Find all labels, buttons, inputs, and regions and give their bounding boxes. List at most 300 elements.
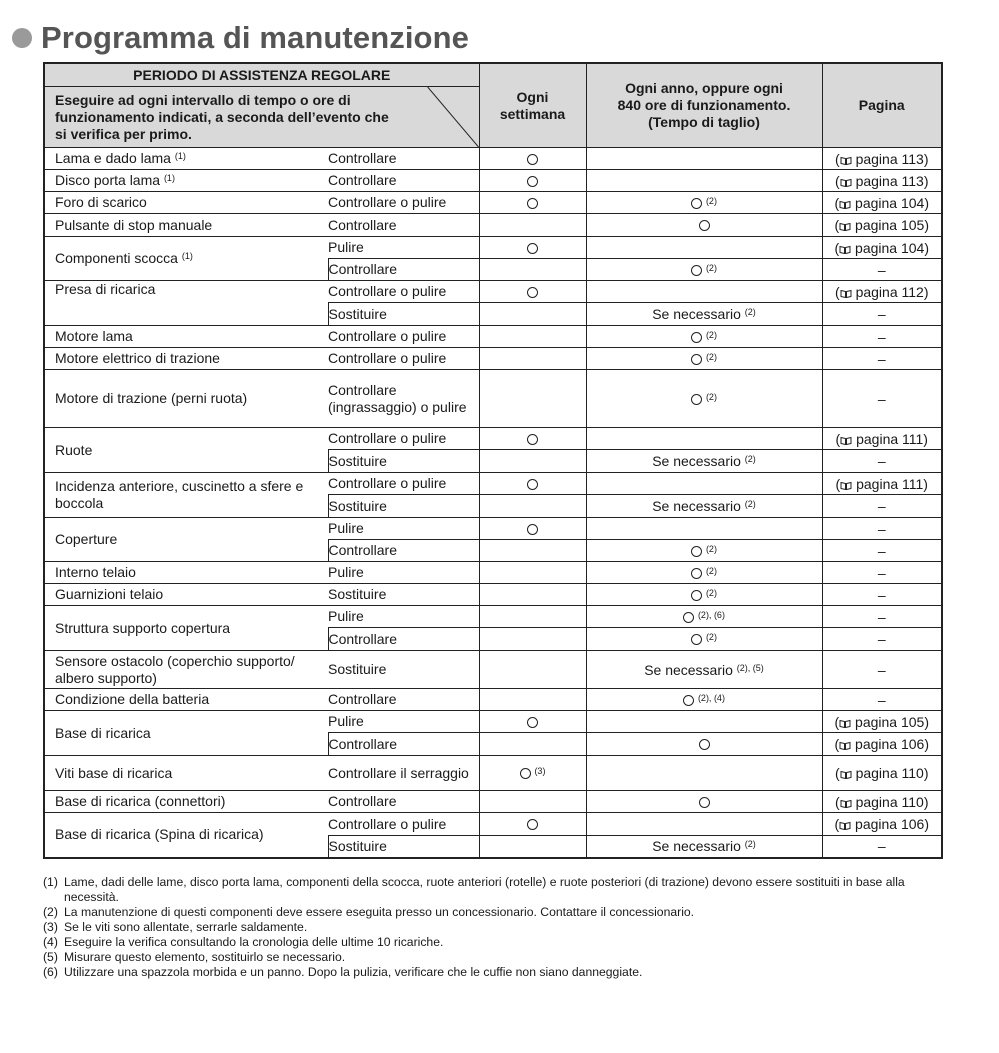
row-page-ref: – <box>877 838 886 855</box>
footnote-text: La manutenzione di questi componenti deve essere eseguita presso un concessionario. Contattare il concessionario. <box>64 905 695 919</box>
book-icon <box>839 245 851 254</box>
row-page <box>822 689 942 711</box>
row-year <box>586 450 822 473</box>
row-action <box>328 170 479 192</box>
row-year <box>586 562 822 584</box>
book-icon <box>839 222 851 231</box>
row-year-text: Se necessario <box>652 838 741 855</box>
row-week <box>479 495 586 518</box>
row-item-label: Base di ricarica <box>55 724 151 741</box>
row-year-note: (2), (4) <box>697 692 725 703</box>
check-circle-icon <box>527 717 538 728</box>
row-action-label: Pulire <box>328 564 364 580</box>
row-page-ref: pagina 111) <box>856 475 928 492</box>
row-week-note: (3) <box>534 766 546 776</box>
row-page-ref: pagina 113) <box>855 172 929 189</box>
row-item-label: Struttura supporto copertura <box>55 619 231 636</box>
row-item <box>44 428 328 473</box>
row-action <box>328 428 479 450</box>
row-page[interactable]: ( pagina 113) <box>822 170 942 192</box>
row-page[interactable]: ( pagina 106) <box>822 813 942 836</box>
row-page-ref: – <box>877 453 886 469</box>
row-action-label: Controllare o pulire <box>328 194 447 210</box>
book-icon <box>839 719 851 728</box>
row-year <box>586 733 822 756</box>
check-circle-icon <box>691 354 702 365</box>
row-action <box>328 303 479 326</box>
page-title: Programma di manutenzione <box>41 20 469 55</box>
row-action <box>328 756 479 791</box>
row-item-label: Base di ricarica (Spina di ricarica) <box>55 826 264 843</box>
row-action <box>328 540 479 562</box>
check-circle-icon <box>520 768 531 779</box>
row-week <box>479 711 586 733</box>
table-row <box>44 651 942 689</box>
book-icon <box>840 289 852 298</box>
row-action-label: Controllare il serraggio <box>328 764 469 781</box>
footnote <box>43 935 943 950</box>
check-circle-icon <box>699 739 710 750</box>
book-icon <box>840 770 852 779</box>
row-action <box>328 473 479 495</box>
footnote <box>43 875 943 905</box>
row-action <box>328 259 479 281</box>
row-year-note: (2), (6) <box>697 609 725 620</box>
header-week <box>479 63 586 148</box>
check-circle-icon <box>699 797 710 808</box>
header-year-line3: (Tempo di taglio) <box>648 114 760 130</box>
row-action-label: Controllare o pulire <box>328 350 447 366</box>
row-action <box>328 148 479 170</box>
row-year <box>586 214 822 237</box>
footnotes <box>43 875 943 980</box>
row-action-label: Sostituire <box>328 497 387 514</box>
footnote <box>43 905 943 920</box>
row-action <box>328 370 479 428</box>
row-week <box>479 259 586 281</box>
header-week-label: Ogni settimana <box>499 88 566 122</box>
row-year <box>586 148 822 170</box>
row-action-label: Sostituire <box>328 661 387 677</box>
footnote-number: (2) <box>43 905 58 919</box>
row-action <box>328 836 479 858</box>
row-year <box>586 836 822 858</box>
row-page-ref: pagina 112) <box>855 283 929 300</box>
row-item-label: Base di ricarica (connettori) <box>55 793 226 809</box>
check-circle-icon <box>691 546 702 557</box>
row-page <box>822 651 942 689</box>
row-year <box>586 756 822 791</box>
row-week <box>479 192 586 214</box>
row-action <box>328 651 479 689</box>
row-year <box>586 689 822 711</box>
row-action-label: Controllare (ingrassaggio) o pulire <box>328 381 467 415</box>
row-year <box>586 237 822 259</box>
row-action <box>328 450 479 473</box>
header-year-line1: Ogni anno, oppure ogni <box>625 80 783 96</box>
row-year <box>586 518 822 540</box>
row-year <box>586 791 822 813</box>
row-item <box>44 756 328 791</box>
row-page <box>822 326 942 348</box>
row-action <box>328 813 479 836</box>
row-year-note: (2) <box>705 262 717 273</box>
table-row <box>44 689 942 711</box>
row-year-text: Se necessario <box>652 498 741 514</box>
row-page-ref: – <box>877 350 886 367</box>
row-item-label: Interno telaio <box>55 564 136 580</box>
row-year-note: (2) <box>705 195 717 206</box>
row-week <box>479 791 586 813</box>
row-year <box>586 370 822 428</box>
table-row <box>44 584 942 606</box>
row-action-label: Sostituire <box>328 586 387 602</box>
row-action-label: Pulire <box>328 608 364 624</box>
row-item-label: Motore lama <box>55 328 133 344</box>
header-page: Pagina <box>822 63 942 148</box>
row-year <box>586 259 822 281</box>
row-year <box>586 495 822 518</box>
row-page-ref: – <box>877 261 886 278</box>
header-description <box>44 87 479 148</box>
book-icon <box>840 178 852 187</box>
row-year-note: (2) <box>705 587 717 598</box>
row-action <box>328 562 479 584</box>
row-year-note: (2) <box>744 839 756 850</box>
row-page-ref: – <box>877 608 886 625</box>
row-week <box>479 148 586 170</box>
check-circle-icon <box>691 568 702 579</box>
row-year-text: Se necessario <box>652 306 741 322</box>
table-row <box>44 170 942 192</box>
table-row <box>44 237 942 259</box>
row-page[interactable]: ( pagina 111) <box>822 473 942 495</box>
row-action-label: Pulire <box>328 713 364 729</box>
table-row <box>44 428 942 450</box>
row-year <box>586 281 822 303</box>
row-item <box>44 326 328 348</box>
row-week <box>479 813 586 836</box>
header-year-line2: 840 ore di funzionamento. <box>617 97 791 113</box>
row-page-ref: pagina 106) <box>855 816 929 832</box>
row-page[interactable]: ( pagina 104) <box>822 237 942 259</box>
row-action-label: Controllare <box>328 793 397 809</box>
row-item-label: Presa di ricarica <box>55 281 156 297</box>
row-action <box>328 711 479 733</box>
row-action-label: Controllare o pulire <box>328 475 447 491</box>
table-row <box>44 148 942 170</box>
row-item <box>44 348 328 370</box>
row-item <box>44 214 328 237</box>
row-page-ref: pagina 105) <box>855 713 929 730</box>
row-week <box>479 450 586 473</box>
row-item <box>44 370 328 428</box>
check-circle-icon <box>683 695 694 706</box>
row-action-label: Controllare <box>328 735 397 752</box>
row-week <box>479 473 586 495</box>
row-action-label: Controllare <box>328 172 397 188</box>
row-action <box>328 606 479 628</box>
footnote <box>43 965 943 980</box>
row-week <box>479 628 586 651</box>
footnote-number: (3) <box>43 920 58 934</box>
row-week <box>479 214 586 237</box>
row-page-ref: – <box>877 498 886 514</box>
row-item <box>44 518 328 562</box>
row-page-ref: pagina 111) <box>856 430 928 447</box>
row-week <box>479 281 586 303</box>
row-week <box>479 651 586 689</box>
row-action-label: Pulire <box>328 520 364 536</box>
row-page <box>822 303 942 326</box>
row-item-note: (1) <box>181 251 193 261</box>
row-item-label: Sensore ostacolo (coperchio supporto/ albero supporto) <box>55 652 295 686</box>
row-item-label: Incidenza anteriore, cuscinetto a sfere e boccola <box>55 478 304 511</box>
footnote-text: Utilizzare una spazzola morbida e un panno. Dopo la pulizia, verificare che le cuffie non siano danneggiate. <box>64 965 643 979</box>
row-week <box>479 428 586 450</box>
footnote-text: Lame, dadi delle lame, disco porta lama, componenti della scocca, ruote anteriori (rotelle) e ruote posteriori (di trazione) devono essere sostituiti in base alla necessità. <box>64 875 905 904</box>
row-year-note: (2) <box>705 565 717 576</box>
row-item-label: Lama e dado lama <box>55 150 171 166</box>
maintenance-schedule-table <box>43 62 943 859</box>
row-page <box>822 495 942 518</box>
row-action <box>328 281 479 303</box>
row-action <box>328 214 479 237</box>
row-page-ref: pagina 113) <box>855 150 929 167</box>
footnote-text: Eseguire la verifica consultando la cronologia delle ultime 10 ricariche. <box>64 935 444 949</box>
row-item <box>44 170 328 192</box>
row-item-label: Coperture <box>55 531 118 547</box>
footnote-number: (1) <box>43 875 58 889</box>
row-page-ref: – <box>877 306 886 322</box>
row-page-ref: – <box>877 631 886 647</box>
row-item <box>44 584 328 606</box>
row-year <box>586 711 822 733</box>
row-action-label: Controllare o pulire <box>328 328 447 344</box>
row-page[interactable]: ( pagina 113) <box>822 148 942 170</box>
row-item <box>44 562 328 584</box>
check-circle-icon <box>699 220 710 231</box>
table-row <box>44 281 942 303</box>
row-item-note: (1) <box>163 173 175 183</box>
row-item-label: Guarnizioni telaio <box>55 586 164 602</box>
check-circle-icon <box>527 243 538 254</box>
table-row <box>44 791 942 813</box>
table-row <box>44 562 942 584</box>
row-page <box>822 259 942 281</box>
footnote-number: (6) <box>43 965 58 979</box>
heading-bullet-icon <box>12 28 32 48</box>
row-year-note: (2) <box>705 329 717 340</box>
row-item-label: Ruote <box>55 441 93 458</box>
row-year <box>586 473 822 495</box>
row-week <box>479 370 586 428</box>
row-action-label: Controllare o pulire <box>328 430 447 446</box>
row-year-note: (2) <box>744 307 756 317</box>
row-item-label: Foro di scarico <box>55 194 147 210</box>
check-circle-icon <box>527 198 538 209</box>
row-item <box>44 711 328 756</box>
row-week <box>479 348 586 370</box>
row-action <box>328 518 479 540</box>
row-year-note: (2), (5) <box>736 662 764 673</box>
table-row <box>44 711 942 733</box>
row-year <box>586 584 822 606</box>
row-week <box>479 237 586 259</box>
table-row <box>44 326 942 348</box>
row-item <box>44 689 328 711</box>
check-circle-icon <box>691 590 702 601</box>
row-page[interactable]: ( pagina 112) <box>822 281 942 303</box>
check-circle-icon <box>527 154 538 165</box>
book-icon <box>840 436 852 445</box>
row-year <box>586 303 822 326</box>
check-circle-icon <box>527 524 538 535</box>
row-action-label: Sostituire <box>328 305 387 322</box>
footnote-number: (5) <box>43 950 58 964</box>
book-icon <box>839 821 851 830</box>
row-year-text: Se necessario <box>644 661 733 678</box>
check-circle-icon <box>691 332 702 343</box>
row-item <box>44 606 328 651</box>
check-circle-icon <box>691 634 702 645</box>
table-row <box>44 756 942 791</box>
row-year <box>586 170 822 192</box>
check-circle-icon <box>691 198 702 209</box>
row-item <box>44 148 328 170</box>
check-circle-icon <box>527 287 538 298</box>
footnote <box>43 920 943 935</box>
row-page[interactable]: ( pagina 110) <box>822 791 942 813</box>
table-row <box>44 518 942 540</box>
row-action-label: Controllare <box>328 261 397 277</box>
row-year <box>586 540 822 562</box>
row-action <box>328 326 479 348</box>
check-circle-icon <box>527 176 538 187</box>
row-page[interactable]: ( pagina 111) <box>822 428 942 450</box>
row-page-ref: – <box>877 586 886 603</box>
row-week <box>479 562 586 584</box>
row-page-ref: – <box>877 390 886 407</box>
header-period: PERIODO DI ASSISTENZA REGOLARE <box>44 63 479 87</box>
row-action-label: Sostituire <box>328 452 387 469</box>
row-action-label: Controllare <box>328 216 397 233</box>
row-page-ref: – <box>877 691 886 708</box>
row-action-label: Controllare <box>328 542 397 558</box>
row-action-label: Pulire <box>328 239 364 255</box>
table-row <box>44 370 942 428</box>
row-item-label: Componenti scocca <box>55 250 178 266</box>
book-icon <box>840 156 852 165</box>
row-page-ref: – <box>877 542 886 559</box>
row-page <box>822 606 942 628</box>
row-page <box>822 348 942 370</box>
row-item <box>44 237 328 281</box>
row-page <box>822 540 942 562</box>
row-page <box>822 370 942 428</box>
row-item-label: Condizione della batteria <box>55 691 210 707</box>
check-circle-icon <box>683 612 694 623</box>
row-page-ref: pagina 110) <box>855 793 929 810</box>
page-heading <box>12 18 469 58</box>
row-action <box>328 584 479 606</box>
check-circle-icon <box>527 479 538 490</box>
row-page[interactable]: ( pagina 106) <box>822 733 942 756</box>
row-page <box>822 450 942 473</box>
row-action <box>328 348 479 370</box>
header-description-text: Eseguire ad ogni intervallo di tempo o ore di funzionamento indicati, a seconda dell’evento che si verifica per primo. <box>55 91 389 142</box>
footnote-text: Misurare questo elemento, sostituirlo se necessario. <box>64 950 346 964</box>
row-item-note: (1) <box>174 151 186 161</box>
book-icon <box>839 741 851 750</box>
row-year <box>586 326 822 348</box>
row-year <box>586 428 822 450</box>
row-action-label: Controllare <box>328 630 397 647</box>
table-row <box>44 606 942 628</box>
row-page-ref: – <box>877 661 886 678</box>
row-action-label: Sostituire <box>328 837 387 854</box>
row-page-ref: – <box>877 520 886 537</box>
row-item <box>44 192 328 214</box>
row-year <box>586 192 822 214</box>
book-icon <box>840 799 852 808</box>
row-page <box>822 836 942 858</box>
row-year <box>586 651 822 689</box>
row-action <box>328 237 479 259</box>
row-action <box>328 791 479 813</box>
check-circle-icon <box>691 394 702 405</box>
row-action-label: Controllare o pulire <box>328 815 447 832</box>
check-circle-icon <box>527 434 538 445</box>
row-action <box>328 495 479 518</box>
book-icon <box>840 481 852 490</box>
book-icon <box>839 200 851 209</box>
row-page <box>822 562 942 584</box>
row-item <box>44 473 328 518</box>
row-page[interactable]: ( pagina 105) <box>822 711 942 733</box>
row-page[interactable]: ( pagina 105) <box>822 214 942 237</box>
row-page[interactable]: ( pagina 110) <box>822 756 942 791</box>
row-action <box>328 689 479 711</box>
row-action <box>328 733 479 756</box>
row-page[interactable]: ( pagina 104) <box>822 192 942 214</box>
row-item-label: Disco porta lama <box>55 172 161 188</box>
row-year-note: (2) <box>744 454 756 464</box>
row-page-ref: pagina 105) <box>855 217 929 233</box>
row-year-note: (2) <box>744 499 756 509</box>
row-item <box>44 813 328 858</box>
table-row <box>44 813 942 836</box>
row-page <box>822 518 942 540</box>
row-item <box>44 651 328 689</box>
row-week <box>479 540 586 562</box>
table-row <box>44 348 942 370</box>
row-page-ref: – <box>877 328 886 345</box>
row-action-label: Controllare o pulire <box>328 283 447 299</box>
row-week <box>479 326 586 348</box>
check-circle-icon <box>527 819 538 830</box>
row-year <box>586 348 822 370</box>
check-circle-icon <box>691 265 702 276</box>
row-week <box>479 606 586 628</box>
row-page-ref: pagina 110) <box>855 765 929 781</box>
row-item-label: Motore elettrico di trazione <box>55 350 220 366</box>
row-week <box>479 733 586 756</box>
row-year-note: (2) <box>705 351 717 362</box>
row-year <box>586 813 822 836</box>
row-year <box>586 628 822 651</box>
row-item-label: Pulsante di stop manuale <box>55 216 213 233</box>
